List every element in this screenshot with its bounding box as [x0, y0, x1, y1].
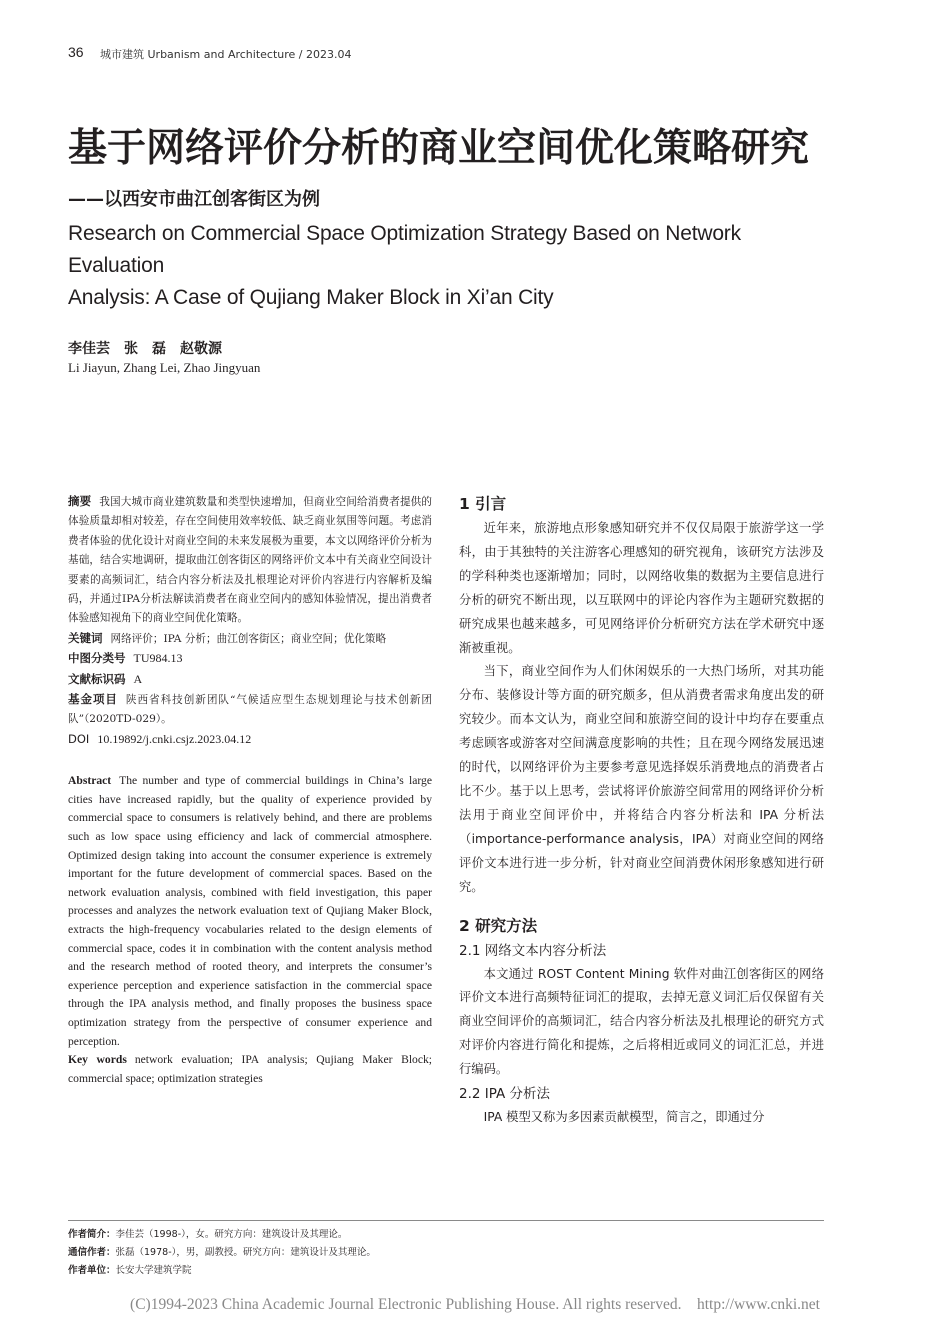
abstract-en-label: Abstract	[68, 774, 112, 788]
title-english	[68, 218, 828, 314]
fund-text: 陕西省科技创新团队“气候适应型生态规划理论与技术创新团队”（2020TD-029）。	[68, 694, 432, 726]
abstract-chinese	[68, 492, 432, 629]
clc-label: 中图分类号	[68, 651, 126, 666]
section-1-paragraph-2: 当下，商业空间作为人们休闲娱乐的一大热门场所，对其功能分布、装修设计等方面的研究颇多，但从消费者需求角度出发的研究较少。而本文认为，商业空间和旅游空间的设计中均存在要重点考虑顾客或游客对空间满意度影响的共性；且在现今网络发展迅速的时代，以网络评价为主要参考意见选择娱乐消费地点的消费者占比不少。基于以上思考，尝试将评价旅游空间常用的网络评价分析法用于商业空间评价中，并将结合内容分析法和 IPA 分析法（importance-performance analysis，IPA）对商业空间的网络评价文本进行进一步分析，针对商业空间消费休闲形象感知进行研究。	[459, 664, 824, 894]
footnote-affiliation-label: 作者单位：	[68, 1265, 116, 1276]
fund-label: 基金项目	[68, 692, 118, 707]
clc-number	[68, 649, 432, 669]
doi	[68, 730, 432, 750]
section-1-paragraph-1: 近年来，旅游地点形象感知研究并不仅仅局限于旅游学这一学科，由于其独特的关注游客心理感知的研究视角，该研究方法涉及的学科种类也逐渐增加；同时，以网络收集的数据为主要信息进行分析的研究不断出现，以互联网中的评论内容作为主题研究数据的研究成果也越来越多，可见网络评价分析研究方法在学术研究中逐渐被重视。	[459, 521, 824, 655]
footnote-corresponding-label: 通信作者：	[68, 1247, 116, 1258]
abstract-zh-text: 我国大城市商业建筑数量和类型快速增加，但商业空间给消费者提供的体验质量却相对较差，存在空间使用效率较低、缺乏商业氛围等问题。考虑消费者体验的优化设计对商业空间的未来发展极为重要，本文以网络评价分析为基础，结合实地调研，提取曲江创客街区的网络评价文本中有关商业空间设计要素的高频词汇，结合内容分析法及扎根理论对评价内容进行内容解析及编码，并通过IPA分析法解读消费者在商业空间内的感知体验情况，提出消费者体验感知视角下的商业空间优化策略。	[68, 496, 433, 625]
fund-project	[68, 690, 432, 730]
title-english-line-1: Research on Commercial Space Optimization Strategy Based on Network Evaluation	[68, 222, 741, 277]
keywords-chinese	[68, 629, 432, 649]
abstract-english	[68, 772, 432, 1051]
doc-code-value: A	[133, 671, 143, 686]
keywords-english	[68, 1051, 432, 1088]
doi-label: DOI	[68, 731, 90, 746]
document-code	[68, 670, 432, 690]
section-2-1-heading: 2.1 网络文本内容分析法	[459, 942, 607, 959]
authors-chinese: 李佳芸 张 磊 赵敬源	[68, 341, 222, 357]
abstract-en-text: The number and type of commercial buildings in China’s large cities have increased rapidly, but the quality of experience provided by commercial space to consumers is relatively behind, and there are problems such as low space using efficiency and lack of commercial atmosphere. Optimized design taking into account the consumer experience is extremely important for the future development of commercial spaces. Based on the network evaluation analysis, combined with field investigation, this paper processes and analyzes the network evaluation text of Qujiang Maker Block, extracts the high-frequency vocabularies related to the design elements of commercial space, codes it in combination with the content analysis method and the research method of rooted theory, and interprets the consumer’s experience perception and experience satisfaction in the commercial space through the IPA analysis method, and finally proposes the business space optimization strategy from the perspective of consumer experience and perception.	[68, 774, 432, 1048]
footnote-author-info-text: 李佳芸（1998-），女。研究方向：建筑设计及其理论。	[115, 1229, 348, 1240]
section-2-2-heading: 2.2 IPA 分析法	[459, 1086, 551, 1103]
title-english-line-2: Analysis: A Case of Qujiang Maker Block in Xi’an City	[68, 286, 554, 309]
title-chinese: 基于网络评价分析的商业空间优化策略研究	[68, 126, 810, 171]
footnote-divider	[68, 1220, 824, 1221]
section-2-1-paragraph: 本文通过 ROST Content Mining 软件对曲江创客街区的网络评价文本进行高频特征词汇的提取，去掉无意义词汇后仅保留有关商业空间评价的高频词汇，结合内容分析法及扎根理论的研究方式对评价内容进行简化和提炼，之后将相近或同义的词汇汇总，并进行编码。	[459, 966, 824, 1077]
subtitle-chinese: ——以西安市曲江创客街区为例	[68, 189, 320, 210]
footnote-corresponding-author	[68, 1244, 376, 1262]
page-number: 36	[68, 44, 84, 60]
doc-code-label: 文献标识码	[68, 671, 126, 686]
section-1-heading: 1 引言	[459, 495, 507, 513]
authors-english: Li Jiayun, Zhang Lei, Zhao Jingyuan	[68, 360, 261, 375]
body-column	[459, 491, 824, 1130]
footnote-corresponding-text: 张磊（1978-），男，副教授。研究方向：建筑设计及其理论。	[115, 1247, 376, 1258]
keywords-zh-label: 关键词	[68, 630, 103, 645]
keywords-en-label: Key words	[68, 1053, 127, 1067]
footnote-affiliation-text: 长安大学建筑学院	[115, 1265, 192, 1276]
journal-header: 城市建筑 Urbanism and Architecture / 2023.04	[100, 48, 352, 61]
footnotes	[68, 1226, 376, 1280]
abstract-column	[68, 492, 432, 1088]
keywords-en-text: network evaluation; IPA analysis; Qujiang Maker Block; commercial space; optimization strategies	[68, 1053, 433, 1085]
clc-value: TU984.13	[133, 651, 183, 666]
copyright-notice: (C)1994-2023 China Academic Journal Electronic Publishing House. All rights reserved. http://www.cnki.net	[130, 1296, 820, 1313]
doi-value: 10.19892/j.cnki.csjz.2023.04.12	[97, 731, 252, 746]
footnote-author-info	[68, 1226, 376, 1244]
footnote-author-info-label: 作者简介：	[68, 1229, 116, 1240]
section-2-heading: 2 研究方法	[459, 916, 538, 935]
footnote-affiliation	[68, 1262, 376, 1280]
keywords-zh-text: 网络评价；IPA 分析；曲江创客街区；商业空间；优化策略	[110, 632, 387, 645]
abstract-zh-label: 摘要	[68, 494, 92, 508]
section-2-2-paragraph: IPA 模型又称为多因素贡献模型，简言之，即通过分	[483, 1110, 765, 1125]
